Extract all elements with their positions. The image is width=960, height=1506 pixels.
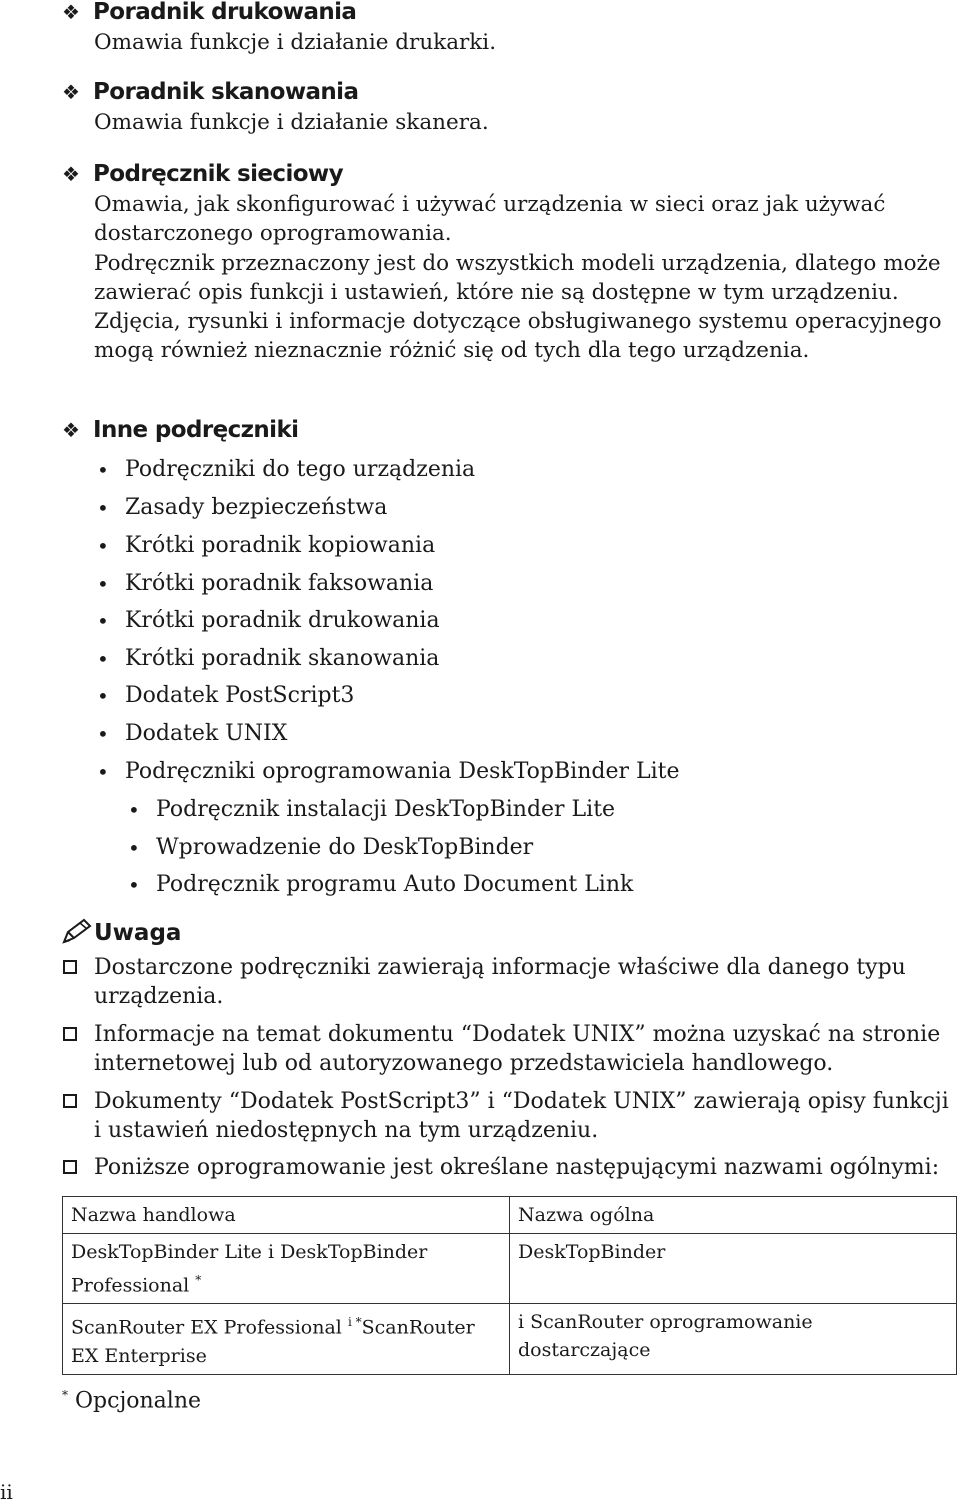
checkbox-icon	[63, 1027, 77, 1041]
section-heading-scanning: ❖ Poradnik skanowania	[62, 79, 359, 105]
bullet-icon: •	[97, 458, 109, 482]
list-item: • Krótki poradnik skanowania	[125, 644, 439, 674]
section-desc-printing: Omawia funkcje i działanie drukarki.	[94, 30, 497, 55]
list-item: • Dodatek PostScript3	[125, 681, 354, 711]
checkbox-icon	[63, 960, 77, 974]
sub-list-item: • Wprowadzenie do DeskTopBinder	[156, 833, 533, 863]
checkbox-icon	[63, 1094, 77, 1108]
table-row	[63, 1304, 957, 1374]
checkbox-icon	[63, 1160, 77, 1174]
bullet-icon: •	[128, 873, 140, 897]
list-item: • Krótki poradnik faksowania	[125, 569, 433, 599]
note-item: Dokumenty “Dodatek PostScript3” i “Dodatek UNIX” zawierają opisy funkcji i ustawień niedostępnych na tym urządzeniu.	[94, 1087, 958, 1145]
diamond-cluster-icon: ❖	[62, 80, 80, 104]
list-item: • Dodatek UNIX	[125, 719, 287, 749]
bullet-icon: •	[97, 534, 109, 558]
bullet-icon: •	[97, 647, 109, 671]
sub-list-item: • Podręcznik instalacji DeskTopBinder Lite	[156, 795, 615, 825]
bullet-icon: •	[97, 496, 109, 520]
diamond-cluster-icon: ❖	[62, 0, 80, 24]
list-item: • Podręczniki oprogramowania DeskTopBinder Lite	[125, 757, 680, 787]
footnote: * Opcjonalne	[62, 1388, 202, 1414]
section-heading-other: ❖ Inne podręczniki	[62, 417, 299, 443]
list-item: • Krótki poradnik kopiowania	[125, 531, 435, 561]
table-cell: DeskTopBinder	[510, 1234, 957, 1304]
bullet-icon: •	[97, 609, 109, 633]
section-note-network: Podręcznik przeznaczony jest do wszystkich modeli urządzenia, dlatego może zawierać opis funkcji i ustawień, które nie są dostępne w tym urządzeniu. Zdjęcia, rysunki i informacje dotyczące obsługiwanego systemu operacyjnego mogą również nieznacznie różnić się od tych dla tego urządzenia.	[94, 251, 942, 363]
bullet-icon: •	[97, 572, 109, 596]
table-cell: i ScanRouter oprogramowanie dostarczające	[510, 1304, 957, 1374]
note-heading: Uwaga	[62, 918, 181, 947]
table-cell: ScanRouter EX Professional $^{i *}$ScanRouter EX Enterprise	[63, 1304, 510, 1374]
section-heading-network: ❖ Podręcznik sieciowy	[62, 161, 343, 187]
table-header-cell: Nazwa ogólna	[510, 1197, 957, 1234]
note-item: Dostarczone podręczniki zawierają informacje właściwe dla danego typu urządzenia.	[94, 953, 958, 1011]
section-desc-network: Omawia, jak skonfigurować i używać urządzenia w sieci oraz jak używać dostarczonego oprogramowania.	[94, 192, 886, 246]
table-row	[63, 1234, 957, 1304]
bullet-icon: •	[97, 760, 109, 784]
bullet-icon: •	[128, 798, 140, 822]
list-item: • Podręczniki do tego urządzenia	[125, 455, 475, 485]
names-table	[62, 1196, 957, 1375]
section-desc-scanning: Omawia funkcje i działanie skanera.	[94, 110, 489, 135]
note-item: Poniższe oprogramowanie jest określane następującymi nazwami ogólnymi:	[94, 1153, 939, 1182]
sub-list-item: • Podręcznik programu Auto Document Link	[156, 870, 633, 900]
list-item: • Krótki poradnik drukowania	[125, 606, 440, 636]
pencil-icon	[62, 918, 94, 944]
diamond-cluster-icon: ❖	[62, 162, 80, 186]
list-item: • Zasady bezpieczeństwa	[125, 493, 387, 523]
section-heading-printing: ❖ Poradnik drukowania	[62, 0, 357, 25]
table-header-cell: Nazwa handlowa	[63, 1197, 510, 1234]
note-item: Informacje na temat dokumentu “Dodatek UNIX” można uzyskać na stronie internetowej lub od autoryzowanego przedstawiciela handlowego.	[94, 1020, 958, 1078]
bullet-icon: •	[97, 684, 109, 708]
diamond-cluster-icon: ❖	[62, 418, 80, 442]
page-number: ii	[0, 1480, 13, 1504]
bullet-icon: •	[97, 722, 109, 746]
bullet-icon: •	[128, 836, 140, 860]
table-cell: DeskTopBinder Lite i DeskTopBinder Professional *	[63, 1234, 510, 1304]
table-header-row	[63, 1197, 957, 1234]
